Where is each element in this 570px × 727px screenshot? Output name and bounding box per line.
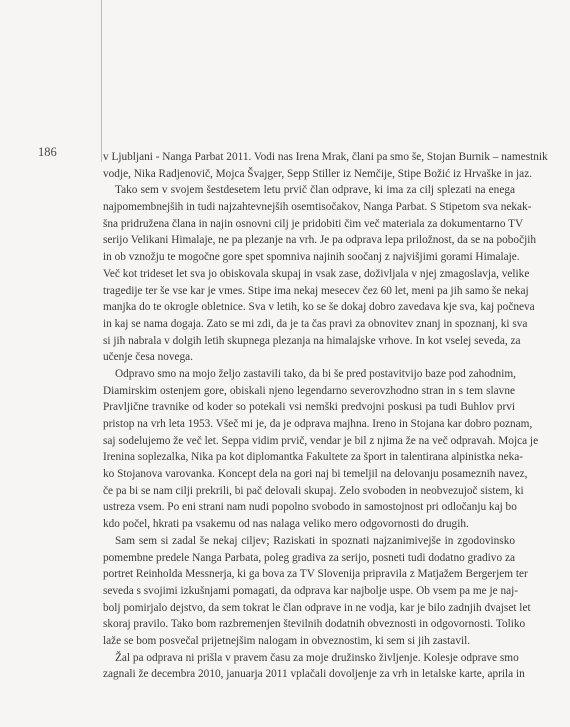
- text-line: Irenina soplezalka, Nika pa kot diplomantka Fakultete za šport in talentirana alpinistka neka-: [103, 451, 524, 464]
- text-line: ustreza vsem. Po eni strani nam nudi popolno svobodo in samostojnost pri odločanju kaj bo: [103, 501, 517, 514]
- text-line: in kaj se nama dogaja. Zato se mi zdi, da je ta čas pravi za obnovitev znanj in spoznanj, ki sva: [103, 317, 528, 330]
- text-line: skoraj pravilo. Tako bom razbremenjen številnih dodatnih obveznosti in odgovornosti. Toliko: [103, 618, 526, 631]
- text-line: ko Stojanova varovanka. Koncept dela na gori naj bi temeljil na delovanju posameznih navez,: [103, 468, 528, 481]
- text-line: Tako sem v svojem šestdesetem letu prvič član odprave, ki ima za cilj splezati na enega: [115, 184, 515, 197]
- text-line: najpomembnejših in tudi najzahtevnejših osemtisočakov, Nanga Parbat. S Stipetom sva nekak-: [103, 201, 532, 214]
- text-line: si jih nabrala v dolgih letih skupnega plezanja na himalajske vrhove. In kot vselej seveda, za: [103, 334, 521, 347]
- text-line: tragedije ter še vse kar je vmes. Stipe ima nekaj mesecev čez 60 let, meni pa jih samo še nekaj: [103, 284, 529, 297]
- text-line: seveda s svojimi izkušnjami pomagati, da odprava kar najbolje uspe. Ob vsem pa me je naj-: [103, 584, 519, 597]
- text-line: laže se bom posvečal prijetnejšim nalogam in obveznostim, ki sem si jih zastavil.: [103, 634, 471, 647]
- text-line: Pravljične travnike od koder so potekali vsi nemški predvojni poskusi pa tudi Buhlov prvi: [103, 401, 515, 414]
- text-line: bolj pomirjalo dejstvo, da sem tokrat le član odprave in ne vodja, kar je bilo zadnjih dvajset let: [103, 601, 531, 614]
- text-line: zagnali že decembra 2010, januarja 2011 vplačali dovoljenje za vrh in letalske karte, aprila in: [103, 668, 525, 681]
- text-line: šna pridružena člana in najin osnovni cilj je pridobiti čim več materiala za dokumentarno TV: [103, 217, 524, 230]
- text-line: serijo Velikani Himalaje, ne pa plezanje na vrh. Je pa odprava lepa priložnost, da se na pobočjih: [103, 234, 537, 247]
- text-line: pomembne predele Nanga Parbata, poleg gradiva za serijo, posneti tudi dodatno gradivo za: [103, 551, 515, 564]
- text-line: če pa bi se nam cilji prekrili, bi pač delovali skupaj. Zelo svoboden in neobvezujoč sistem, ki: [103, 484, 524, 497]
- text-line: v Ljubljani - Nanga Parbat 2011. Vodi nas Irena Mrak, člani pa smo še, Stojan Burnik – namestnik: [103, 151, 548, 163]
- text-line: manjka do te okrogle obletnice. Sva v letih, ko se še dokaj dobro zavedava kje sva, kaj počneva: [103, 301, 535, 314]
- text-line: učenje česa novega.: [103, 351, 194, 364]
- text-line: vodje, Nika Radjenovič, Mojca Švajger, Sepp Stiller iz Nemčije, Stipe Božić iz Hrvaške in jaz.: [103, 167, 533, 180]
- text-line: Sam sem si zadal še nekaj ciljev; Raziskati in spoznati najzanimivejše in zgodovinsko: [115, 534, 515, 547]
- text-line: kdo počel, hkrati pa vsakemu od nas nalaga veliko mero odgovornosti do drugih.: [103, 518, 469, 531]
- text-line: Žal pa odprava ni prišla v pravem času za moje družinsko življenje. Kolesje odprave smo: [115, 651, 519, 664]
- text-line: in ob vznožju te mogočne gore spet spomniva najinih soočanj z najvišjimi gorami Himalaje.: [103, 251, 520, 264]
- text-line: portret Reinholda Messnerja, ki ga bova za TV Slovenija pripravila z Matjažem Bergerjem ter: [103, 568, 528, 581]
- page-number: 186: [38, 145, 57, 159]
- margin-rule: [101, 0, 102, 162]
- text-line: Več kot trideset let sva jo obiskovala skupaj in vsak zase, doživljala v njej zmagoslavja, velike: [103, 267, 530, 280]
- body-text: [103, 149, 548, 683]
- text-line: saj sodelujemo že več let. Seppa vidim prvič, vendar je bil z njima že na več odpravah. Mojca je: [103, 434, 539, 447]
- text-line: Diamirskim ostenjem gore, obiskali njeno legendarno severovzhodno stran in s tem slavne: [103, 384, 515, 397]
- text-line: Odpravo smo na mojo željo zastavili tako, da bi še pred postavitvijo baze pod zahodnim,: [115, 367, 516, 380]
- text-line: pristop na vrh leta 1953. Všeč mi je, da je odprava majhna. Ireno in Stojana kar dobro poznam,: [103, 418, 533, 430]
